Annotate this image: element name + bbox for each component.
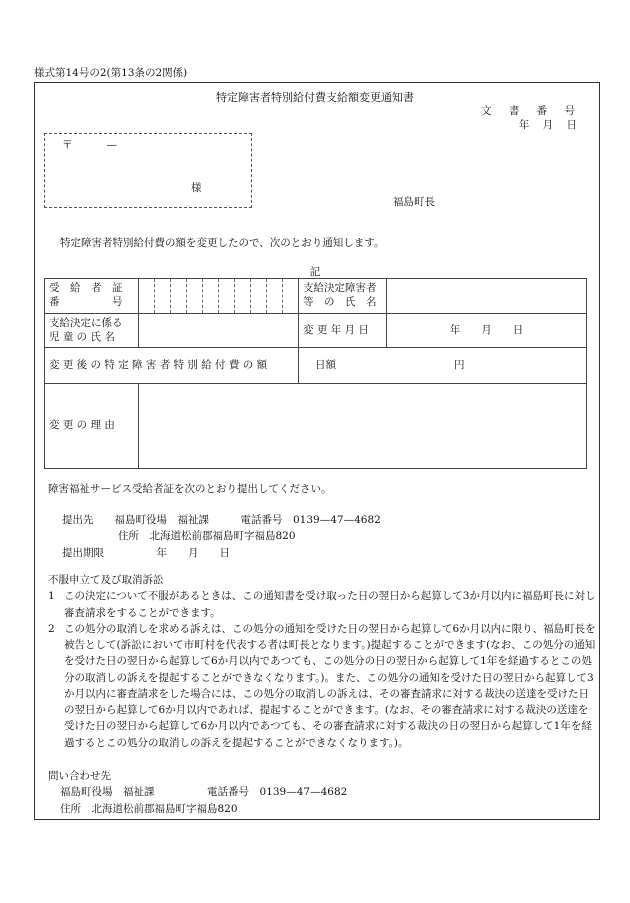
ki-heading: 記 [309,266,321,278]
submit-address: 住所 北海道松前郡福島町字福島820 [118,530,296,543]
submit-deadline: 提出期限 年 月 日 [62,546,230,559]
appeal-item: 2 この処分の取消しを求める訴えは、この処分の通知を受けた日の翌日から起算して6か月以内に限り、福島町長を被告として(訴訟において市町村を代表する者は町長となります。)提起することができます(なお、この処分の通知を受けた日の翌日から起算して6か月以内であつても、この処分の日の翌日から起算して1年を経過するとこの処分の取消しの訴えを提起することができなくなります。)。また、この処分の通知を受けた日の翌日から起算して3か月以内に審査請求をした場合には、この処分の取消しの訴えは、その審査請求に対する裁決の送達を受けた日の翌日から起算して6か月以内であれば、提起することができます。(なお、その審査請求に対する裁決の送達を受けた日の翌日から起算して6か月以内であつても、その審査請求に対する裁決の日の翌日から起算して1年を経過するとこの処分の取消しの訴えを提起することができなくなります。)。 [48,622,596,749]
daily-label: 日額 [315,358,336,371]
contact-address: 住所 北海道松前郡福島町字福島820 [60,802,238,815]
reason-label: 変 更 の 理 由 [45,384,139,469]
child-name-label: 支給決定に係る 児 童 の 氏 名 [45,314,139,348]
document-date-label: 年 月 日 [518,119,582,131]
table-row [45,384,587,469]
recipient-honorific: 様 [191,182,202,194]
intro-text: 特定障害者特別給付費の額を変更したので、次のとおり通知します。 [60,237,385,249]
table-row [45,348,587,384]
appeal-item: 1 この決定について不服があるときは、この通知書を受け取った日の翌日から起算して3か月以内に福島町長に対し審査請求をすることができます。 [48,590,596,619]
change-date-value: 年 月 日 [387,314,587,348]
table-row [45,314,587,348]
recipient-name-label: 支給決定障害者 等 の 氏 名 [299,279,387,314]
appeal-section [48,572,596,751]
recipient-cert-label: 受 給 者 証 番 号 [45,279,139,314]
change-date-label: 変 更 年 月 日 [299,314,387,348]
document-number-label: 文 書 番 号 [480,105,582,117]
new-amount-label: 変 更 後 の 特 定 障 害 者 特 別 給 付 費 の 額 [45,348,299,384]
form-number-label: 様式第14号の2(第13条の2関係) [34,67,188,79]
submit-details [62,512,381,561]
table-row [45,279,587,314]
contact-office: 福島町役場 福祉課 電話番号 0139—47—4682 [60,786,348,799]
postal-dash: — [106,139,117,151]
recipient-cert-number-cells [139,279,299,314]
issuer-name: 福島町長 [393,196,435,208]
document-title: 特定障害者特別給付費支給額変更通知書 [216,91,414,104]
submit-instruction: 障害福祉サービス受給者証を次のとおり提出してください。 [48,483,332,495]
contact-section [48,768,347,817]
notice-table [44,278,587,469]
appeal-heading: 不服申立て及び取消訴訟 [48,574,164,586]
yen-label: 円 [454,358,465,371]
submit-destination: 提出先 福島町役場 福祉課 電話番号 0139—47—4682 [62,514,381,526]
reason-value [139,384,587,469]
new-amount-value [299,348,587,384]
child-name-value [139,314,299,348]
postal-mark: 〒 [62,139,73,151]
contact-heading: 問い合わせ先 [48,770,111,782]
postal-code-line [62,138,117,153]
recipient-name-value [387,279,587,314]
